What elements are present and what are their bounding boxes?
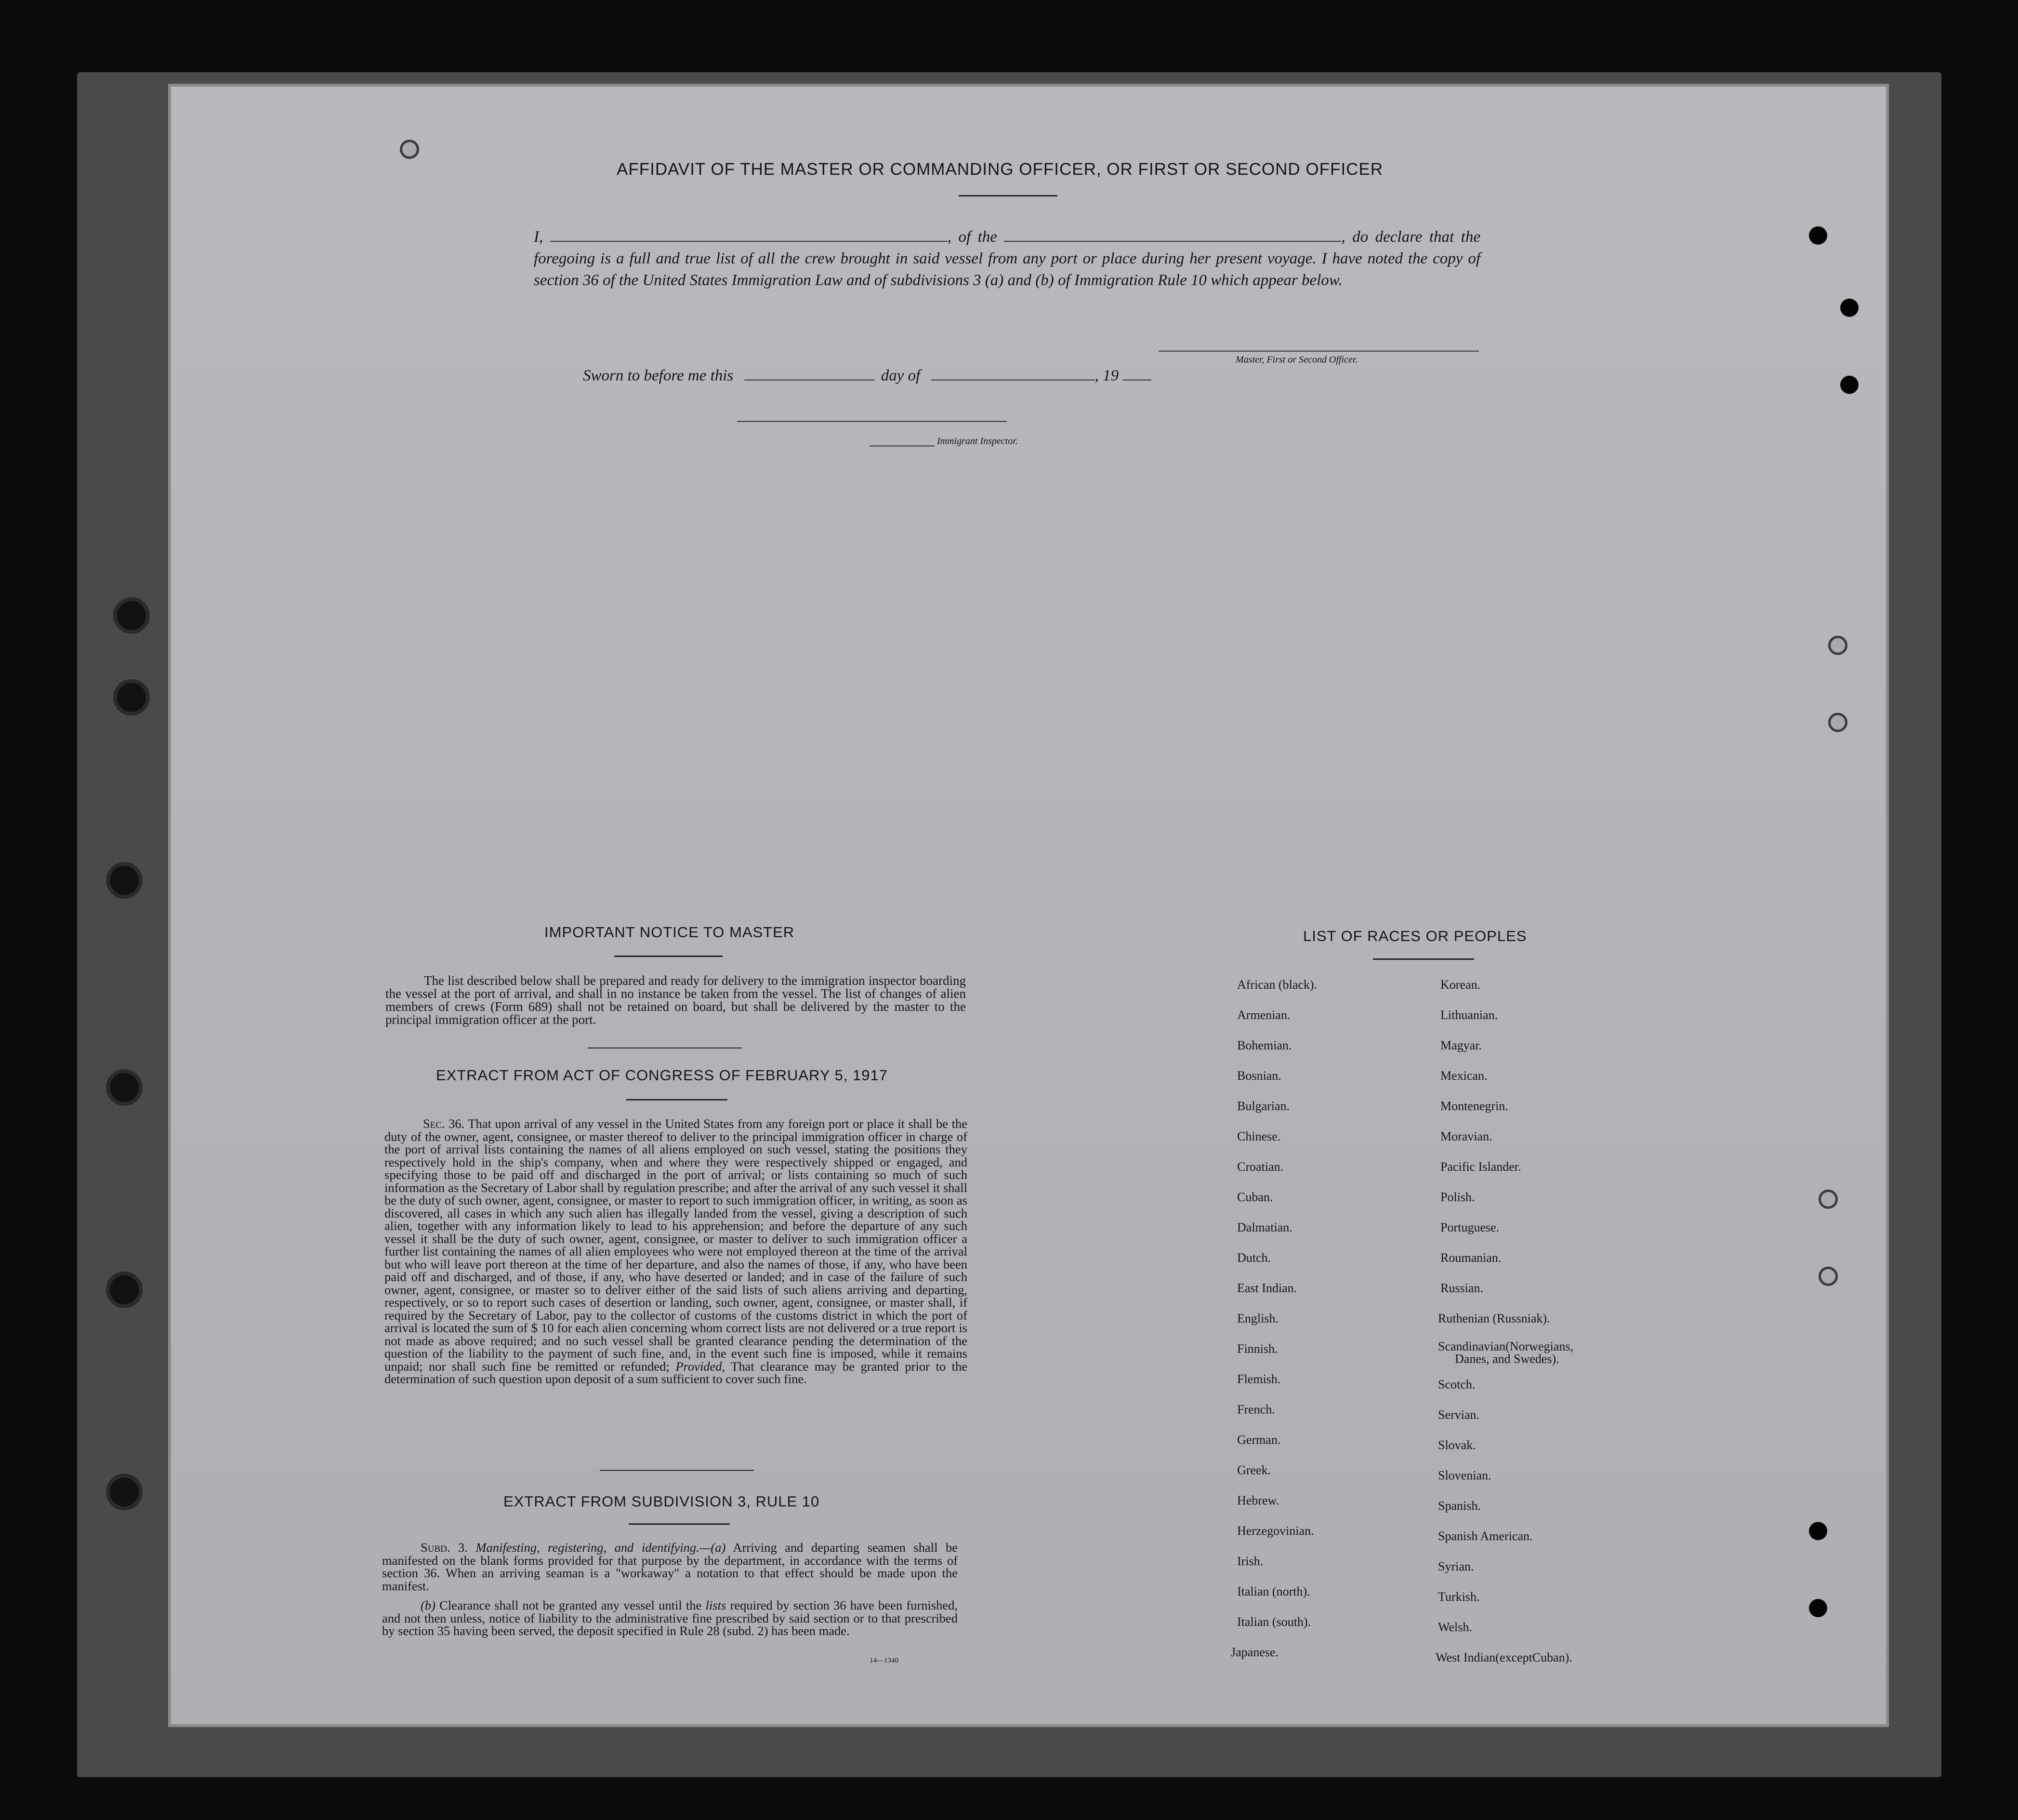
extract-act-title: EXTRACT FROM ACT OF CONGRESS OF FEBRUARY 5, 1917	[436, 1067, 888, 1084]
race-left-item: Dalmatian.	[1237, 1220, 1293, 1234]
race-right-item: Slovak.	[1438, 1438, 1476, 1452]
master-signature-line[interactable]	[1159, 351, 1479, 352]
race-left-item: English.	[1237, 1311, 1279, 1325]
race-right-item: Korean.	[1440, 978, 1481, 992]
notice-underline	[614, 956, 723, 957]
race-right-item: Mexican.	[1440, 1069, 1488, 1083]
name-blank[interactable]	[550, 227, 948, 242]
race-right-item: Servian.	[1438, 1408, 1479, 1422]
extract-act-separator	[600, 1470, 754, 1471]
race-left-item: Irish.	[1237, 1554, 1264, 1568]
race-right-item: Slovenian.	[1438, 1468, 1491, 1482]
punch-hole	[1840, 299, 1859, 317]
punch-hole	[1819, 1190, 1838, 1209]
binder-clip	[106, 1271, 143, 1308]
extract-rule-underline	[629, 1523, 730, 1525]
year-prefix: , 19	[1095, 367, 1119, 384]
race-right-item: Spanish.	[1438, 1499, 1481, 1513]
race-right-item: Magyar.	[1440, 1038, 1482, 1052]
day-blank[interactable]	[744, 367, 874, 380]
punch-hole	[1828, 713, 1847, 732]
races-title: LIST OF RACES OR PEOPLES	[1303, 928, 1527, 944]
subd-b-lists: lists	[705, 1598, 726, 1612]
form-number: 14—1340	[870, 1657, 898, 1664]
sworn-prefix: Sworn to before me this	[583, 367, 734, 384]
race-right-item: Russian.	[1440, 1281, 1483, 1295]
race-right-item: Portuguese.	[1440, 1220, 1500, 1234]
race-left-item: Italian (south).	[1237, 1615, 1311, 1629]
race-left-item: German.	[1237, 1433, 1281, 1447]
affidavit-title: AFFIDAVIT OF THE MASTER OR COMMANDING OFFICER, OR FIRST OR SECOND OFFICER	[617, 160, 1384, 179]
race-left-item: Japanese.	[1231, 1645, 1279, 1659]
inspector-signature-line[interactable]	[737, 421, 1007, 422]
affidavit-i: I,	[534, 228, 543, 246]
section-tail: That clearance may be granted prior to the determination of such question upon deposit of a sum sufficient to cover such fine.	[384, 1359, 968, 1386]
master-label: Master, First or Second Officer.	[1236, 354, 1358, 365]
race-right-item: Danes, and Swedes).	[1455, 1352, 1559, 1366]
provided-label: Provided,	[675, 1359, 725, 1374]
affidavit-body: that the foregoing is a full and true list of all the crew brought in said vessel from any port or place during her present voyage. I have noted the copy of section 36 of the United States Immigration Law and of subdivisions 3 (a) and (b) of Immigration Rule 10 which appear below.	[534, 228, 1480, 289]
subd-b-body-1: Clearance shall not be granted any vessel until the	[439, 1598, 702, 1612]
affidavit-of-the: , of the	[947, 228, 997, 246]
races-underline	[1373, 958, 1474, 960]
race-left-item: Dutch.	[1237, 1251, 1271, 1265]
race-right-item: Montenegrin.	[1440, 1099, 1508, 1113]
notice-text: The list described below shall be prepared and ready for delivery to the immigration inspector boarding the vessel at the port of arrival, and shall in no instance be taken from the vessel. The list of changes of alien members of crews (Form 689) shall not be retained on board, but shall be delivered by the master to the principal immigration officer at the port.	[385, 973, 966, 1027]
vessel-blank[interactable]	[1004, 227, 1341, 242]
affidavit-do-declare: , do declare	[1341, 228, 1423, 246]
race-right-item: Scotch.	[1438, 1377, 1476, 1391]
race-left-item: Bohemian.	[1237, 1038, 1292, 1052]
punch-hole	[1819, 1267, 1838, 1286]
extract-act-underline	[626, 1099, 727, 1100]
race-right-item: Scandinavian(Norwegians,	[1438, 1339, 1573, 1353]
binder-clip	[106, 1474, 143, 1510]
race-left-item: Armenian.	[1237, 1008, 1291, 1022]
race-right-item: Turkish.	[1438, 1590, 1480, 1604]
race-right-item: Spanish American.	[1438, 1529, 1533, 1543]
subd-b-body-2: required by section 36 have been furnished, and not then unless, notice of liability to the administrative fine prescribed by said section or to that prescribed by section 35 having been served, the deposit specified in Rule 28 (subd. 2) has been made.	[382, 1598, 958, 1638]
race-right-item: Roumanian.	[1440, 1251, 1502, 1265]
race-left-item: Herzegovinian.	[1237, 1524, 1314, 1538]
race-left-item: Hebrew.	[1237, 1493, 1279, 1507]
race-left-item: Croatian.	[1237, 1160, 1284, 1174]
race-left-item: Bulgarian.	[1237, 1099, 1290, 1113]
binder-clip	[113, 679, 150, 716]
race-left-item: East Indian.	[1237, 1281, 1297, 1295]
binder-clip	[113, 597, 150, 634]
notice-separator	[588, 1047, 742, 1048]
section-label: Sec. 36.	[423, 1116, 465, 1131]
punch-hole	[1809, 226, 1827, 245]
subdivision-b-text	[382, 1599, 958, 1637]
punch-hole	[1840, 376, 1859, 394]
title-underline	[959, 195, 1057, 196]
extract-rule-title: EXTRACT FROM SUBDIVISION 3, RULE 10	[503, 1493, 820, 1510]
punch-hole	[1809, 1522, 1827, 1540]
inspector-label: Immigrant Inspector.	[937, 436, 1018, 446]
year-blank[interactable]	[1122, 367, 1151, 380]
race-left-item: French.	[1237, 1402, 1275, 1416]
race-left-item: Flemish.	[1237, 1372, 1281, 1386]
inspector-signature-short-line	[870, 445, 935, 446]
sworn-line	[583, 367, 1151, 385]
subdivision-a-text	[382, 1541, 958, 1592]
punch-hole	[1828, 636, 1847, 655]
document-page	[171, 87, 1886, 1724]
race-right-item: Welsh.	[1438, 1620, 1472, 1634]
binder-clip	[106, 1069, 143, 1106]
subd-b-label: (b)	[421, 1598, 435, 1612]
affidavit-text	[534, 226, 1480, 291]
section-text: That upon arrival of any vessel in the United States from any foreign port or place it shall be the duty of the owner, agent, consignee, or master thereof to deliver to the principal immigration officer in charge of the port of arrival lists containing the names of all aliens employed on such vessel, stating the positions they respectively hold in the ship's company, when and where they were respectively shipped or engaged, and specifying those to be paid off and discharged in the port of arrival; or lists containing so much of such information as the Secretary of Labor shall by regulation prescribe; and after the arrival of any such vessel it shall be the duty of such owner, agent, consignee, or master to report to such immigration officer, in writing, as soon as discovered, all cases in which any such alien has illegally landed from the vessel, giving a description of such alien, together with any information likely to lead to his apprehension; and before the departure of any such vessel it shall be the duty of such owner, agent, consignee, or master to deliver to such immigration officer a further list containing the names of all alien employees who were not employed thereon at the time of the arrival but who will leave port thereon at the time of her departure, and also the names of those, if any, who have been paid off and discharged, and of those, if any, who have deserted or landed; and in case of the failure of such owner, agent, consignee, or master so to deliver either of the said lists of such aliens arriving and departing, respectively, or so to report such cases of desertion or landing, such owner, agent, consignee, or master shall, if required by the Secretary of Labor, pay to the collector of customs of the customs district in which the port of arrival is located the sum of $ 10 for each alien concerning whom correct lists are not delivered or a true report is not made as above required; and no such vessel shall be granted clearance pending the determination of the question of the liability to the payment of such fine, and, in the event such fine is imposed, while it remains unpaid; nor shall such fine be remitted or refunded;	[384, 1116, 967, 1374]
race-left-item: Bosnian.	[1237, 1069, 1281, 1083]
day-of-label: day of	[881, 367, 921, 384]
subd-title: Manifesting, registering, and identifying.—(a)	[475, 1540, 726, 1555]
month-blank[interactable]	[931, 367, 1095, 380]
subd-label: Subd. 3.	[421, 1540, 468, 1555]
race-right-item: Lithuanian.	[1440, 1008, 1498, 1022]
notice-title: IMPORTANT NOTICE TO MASTER	[544, 924, 795, 941]
punch-hole	[1809, 1599, 1827, 1617]
punch-hole	[400, 140, 419, 159]
race-right-item: Polish.	[1440, 1190, 1475, 1204]
binder-clip	[106, 862, 143, 899]
race-right-item: Ruthenian (Russniak).	[1438, 1311, 1550, 1325]
race-right-item: Moravian.	[1440, 1129, 1492, 1143]
race-left-item: Chinese.	[1237, 1129, 1281, 1143]
race-right-item: Syrian.	[1438, 1559, 1474, 1573]
race-right-item: West Indian(exceptCuban).	[1436, 1650, 1572, 1664]
race-left-item: African (black).	[1237, 978, 1318, 992]
extract-act-text	[384, 1117, 967, 1386]
race-right-item: Pacific Islander.	[1440, 1160, 1521, 1174]
race-left-item: Finnish.	[1237, 1342, 1278, 1356]
race-left-item: Cuban.	[1237, 1190, 1273, 1204]
race-left-item: Italian (north).	[1237, 1584, 1310, 1598]
subd-a-body: Arriving and departing seamen shall be manifested on the blank forms provided for that purpose by the department, in accordance with the terms of section 36. When an arriving seaman is a "workaway" a notation to that effect should be made upon the manifest.	[382, 1540, 958, 1593]
race-left-item: Greek.	[1237, 1463, 1271, 1477]
